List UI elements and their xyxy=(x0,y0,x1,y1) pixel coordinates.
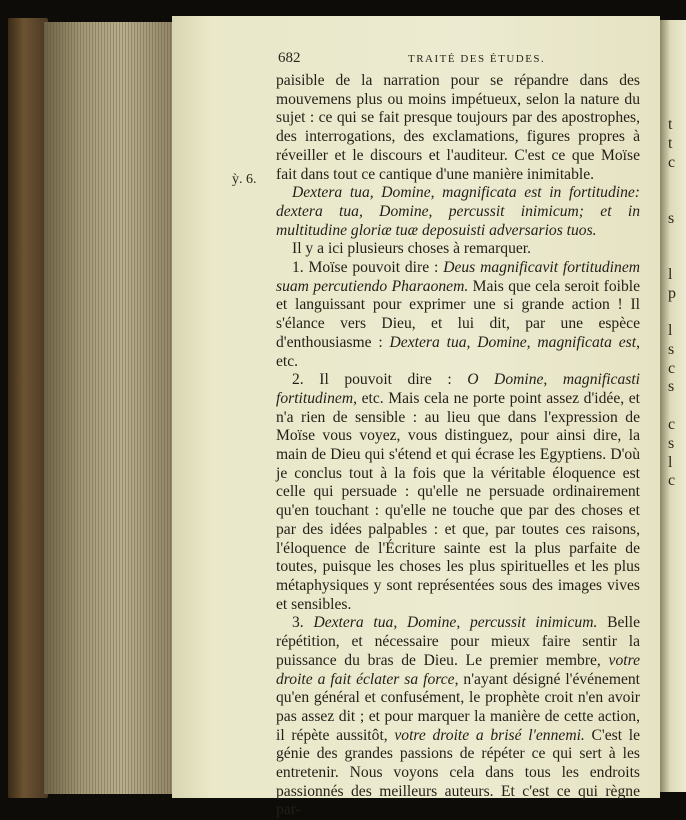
right-page-fragment: p xyxy=(668,285,676,302)
right-page-fragment: t xyxy=(668,135,673,152)
text-run: 3. xyxy=(292,614,314,632)
right-page-fragment: l xyxy=(668,266,673,283)
text-run: Mais que cela seroit foible et languissant pour exprimer une si grande action ! Il s'élance vers Dieu, et lui dit, par une espèce d'enthousiasme : xyxy=(276,277,640,351)
right-page-fragment: l xyxy=(668,322,673,339)
paragraph: Il y a ici plusieurs choses à remarquer. xyxy=(292,240,532,258)
book-cover-edge xyxy=(8,18,48,798)
verse-reference: ỳ. 6. xyxy=(232,172,257,187)
paragraph xyxy=(276,371,640,614)
right-page-fragment: c xyxy=(668,360,676,377)
right-page-fragment: c xyxy=(668,472,676,489)
right-page-fragment: s xyxy=(668,341,675,358)
right-page-fragment: c xyxy=(668,154,676,171)
text-run: , etc. xyxy=(276,333,640,370)
italic-run: Dextera tua, Domine, magnificata est xyxy=(389,333,637,351)
right-page-fragment: s xyxy=(668,210,675,227)
paragraph-quotation: Dextera tua, Domine, magnificata est in fortitudine: dextera tua, Domine, percussit inimicum; et in multitudine gloriæ tuæ deposuisti adversarios tuos. xyxy=(276,184,640,239)
italic-run: votre droite a fait éclater sa force xyxy=(276,651,640,688)
paragraph xyxy=(276,259,640,371)
running-title: TRAITÉ DES ÉTUDES. xyxy=(408,53,546,65)
text-run: C'est le génie des grandes passions de répéter ce qui sert à les entretenir. Nous voyons cela dans tous les endroits passionnés des meilleurs auteurs. Et c'est ce qui règne par- xyxy=(276,726,640,819)
italic-run: Dextera tua, Domine, percussit inimicum. xyxy=(313,614,598,632)
page-number: 682 xyxy=(278,50,301,66)
right-page-fragment: s xyxy=(668,378,675,395)
text-run: , n'ayant désigné l'événement qu'en général et confusément, le prophète croit n'en avoir pas assez dit ; et pour marquer la manière de cette action, il répète aussitôt, xyxy=(276,670,640,744)
right-page-fragment: t xyxy=(668,116,673,133)
text-run: 2. Il pouvoit dire : xyxy=(292,371,468,389)
italic-run: Deus magnificavit fortitudinem suam percutiendo Pharaonem. xyxy=(276,259,640,295)
text-run: 1. Moïse pouvoit dire : xyxy=(292,259,444,277)
page-header xyxy=(278,50,638,72)
text-run: Belle répétition, et nécessaire pour mieux faire sentir la puissance du bras de Dieu. Le premier membre, xyxy=(276,614,641,669)
paragraph: paisible de la narration pour se répandre dans des mouvemens plus ou moins impétueux, selon la nature du sujet : ce qui se fait presque toujours par des apostrophes, des interrogations, des exclamations, figures propres à réveiller et le discours et l'auditeur. C'est ce que Moïse fait dans tout ce cantique d'une manière inimitable. xyxy=(276,72,640,183)
right-page-edge xyxy=(660,20,686,792)
page-block-edges xyxy=(44,22,176,794)
paragraph xyxy=(276,614,640,820)
right-page-fragment: c xyxy=(668,416,676,433)
right-page-fragment: l xyxy=(668,454,673,471)
text-run: , etc. Mais cela ne porte point assez d'idée, et n'a rien de sensible : au lieu que dans l'expression de Moïse vous voyez, vous distinguez, pour ainsi dire, la main de Dieu qui s'étend et qui écrase les Egyptiens. D'où je conclus tout à la fois que la véritable éloquence est celle qui persuade : qu'elle ne persuade ordinairement qu'en touchant : qu'elle ne touche que par des choses et par des idées palpables : et que, par toutes ces raisons, l'éloquence de l'Écriture sainte est la plus parfaite de toutes, puisque les choses les plus spirituelles et les plus métaphysiques y sont représentées sous des images vives et sensibles. xyxy=(276,389,640,613)
right-page-fragment: s xyxy=(668,435,675,452)
body-text xyxy=(276,72,640,820)
italic-run: O Domine, magnificasti fortitudinem xyxy=(276,371,640,407)
italic-run: votre droite a brisé l'ennemi. xyxy=(394,726,585,744)
